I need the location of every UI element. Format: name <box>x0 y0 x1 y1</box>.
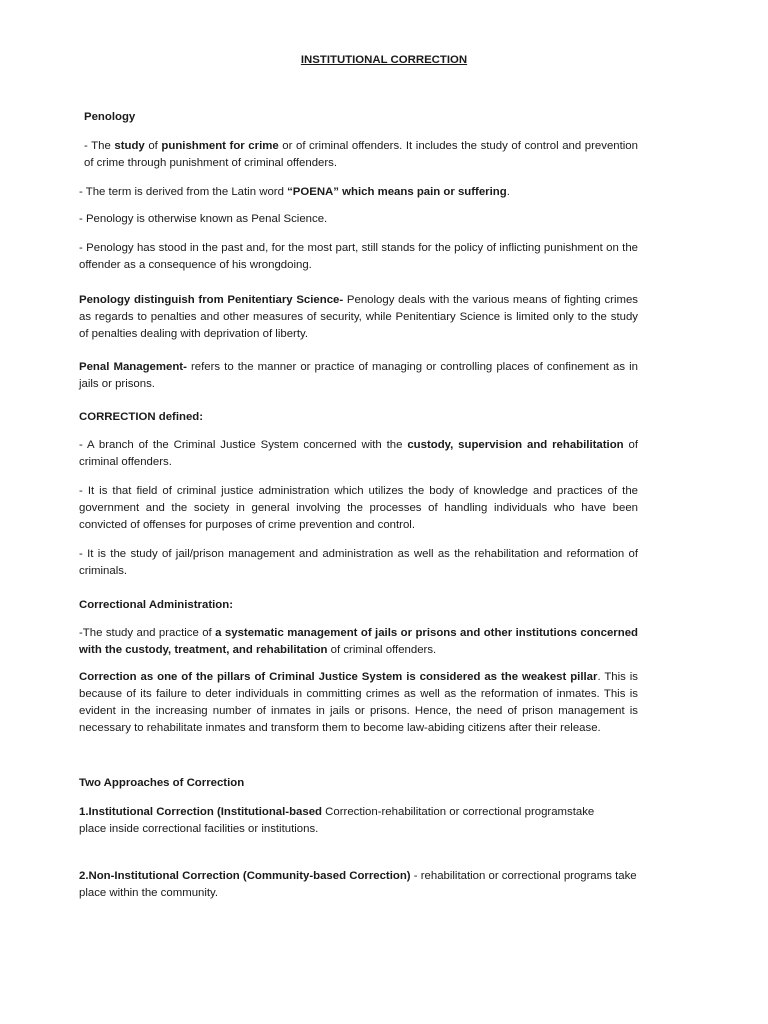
correction-defined-heading: CORRECTION defined: <box>79 411 204 423</box>
penal-management-paragraph: Penal Management- refers to the manner or practice of managing or controlling places of confinement as in jails or prisons. <box>79 361 638 390</box>
correctional-admin-paragraph: -The study and practice of a systematic management of jails or prisons and other institutions concerned with the custody, treatment, and rehabilitation of criminal offenders. <box>79 627 638 656</box>
poena-paragraph: - The term is derived from the Latin word “POENA” which means pain or suffering. <box>79 186 510 198</box>
weakest-pillar-paragraph: Correction as one of the pillars of Criminal Justice System is considered as the weakest pillar. This is because of its failure to deter individuals in committing crimes as well as the reformation of inmates. This is evident in the increasing number of inmates in jails or prisons. Hence, the need of prison management is necessary to rehabilitate inmates and transform them to become law-abiding citizens after their release. <box>79 671 638 734</box>
penology-policy-paragraph: - Penology has stood in the past and, for the most part, still stands for the policy of inflicting punishment on the offender as a consequence of his wrongdoing. <box>79 242 638 271</box>
penology-heading: Penology <box>84 111 136 123</box>
approaches-heading: Two Approaches of Correction <box>79 777 245 789</box>
penitentiary-science-paragraph: Penology distinguish from Penitentiary Science- Penology deals with the various means of fighting crimes as regards to penalties and other measures of security, while Penitentiary Science is limited only to the study of penalties dealing with deprivation of liberty. <box>79 294 638 340</box>
penal-science-paragraph: - Penology is otherwise known as Penal Science. <box>79 213 328 225</box>
non-institutional-correction-item: 2.Non-Institutional Correction (Community-based Correction) - rehabilitation or correctional programs take place within the community. <box>79 870 637 899</box>
correction-branch-paragraph: - A branch of the Criminal Justice System concerned with the custody, supervision and rehabilitation of criminal offenders. <box>79 439 638 468</box>
document-title: INSTITUTIONAL CORRECTION <box>300 54 468 66</box>
correction-field-paragraph: - It is that field of criminal justice administration which utilizes the body of knowledge and practices of the government and the society in general involving the processes of handling individuals who have been convicted of offenses for purposes of crime prevention and control. <box>79 485 638 531</box>
correction-study-paragraph: - It is the study of jail/prison management and administration as well as the rehabilitation and reformation of criminals. <box>79 548 638 577</box>
correctional-admin-heading: Correctional Administration: <box>79 599 233 611</box>
institutional-correction-item: 1.Institutional Correction (Institutional-based Correction-rehabilitation or correctional programstake place inside correctional facilities or institutions. <box>79 806 595 835</box>
penology-definition-paragraph: - The study of punishment for crime or of criminal offenders. It includes the study of control and prevention of crime through punishment of criminal offenders. <box>84 140 638 169</box>
